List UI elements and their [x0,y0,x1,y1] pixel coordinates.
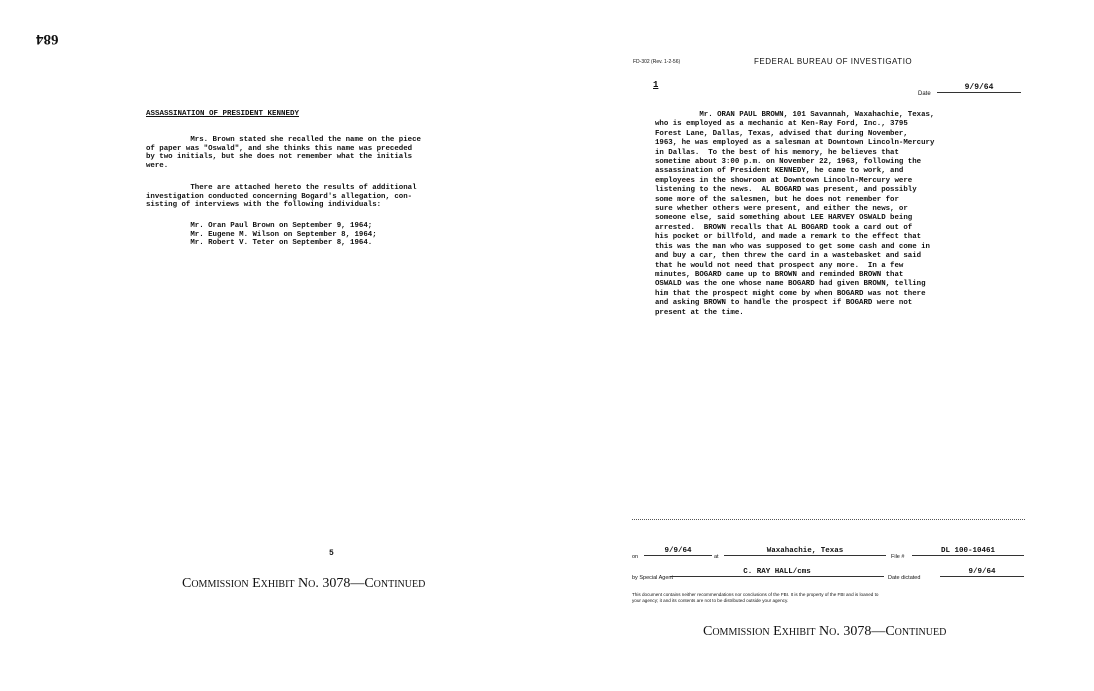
body-line: assassination of President KENNEDY, he came to work, and [655,167,904,176]
body-line: listening to the news. AL BOGARD was present, and possibly [655,186,917,195]
document-footnote [632,592,1027,604]
paragraph-line: Mrs. Brown stated she recalled the name on the piece [146,136,421,144]
body-line: that he would not need that prospect any more. In a few [655,261,904,270]
body-line: this was the man who was supposed to get some cash and come in [655,242,930,251]
body-line: present at the time. [655,308,744,317]
agency-header: FEDERAL BUREAU OF INVESTIGATIO [754,57,913,66]
paragraph-line: There are attached hereto the results of additional [146,184,417,192]
date-value: 9/9/64 [937,83,1021,93]
page-number: 684 [36,31,59,47]
agent-label: by Special Agent [632,575,673,581]
body-line: employees in the showroom at Downtown Lincoln-Mercury were [655,176,913,185]
document-heading: ASSASSINATION OF PRESIDENT KENNEDY [146,110,300,118]
date-dictated-field: 9/9/64 [940,568,1024,577]
body-line: OSWALD was the one whose name BOGARD had given BROWN, telling [655,280,926,289]
interview-item: Mr. Eugene M. Wilson on September 8, 1964; [146,230,377,239]
interview-item: Mr. Robert V. Teter on September 8, 1964. [146,239,373,248]
body-line: sure whether others were present, and either the news, or [655,205,908,214]
footnote-line: your agency; it and its contents are not to be distributed outside your agency. [632,598,789,603]
footnote-line: This document contains neither recommendations nor conclusions of the FBI. It is the property of the FBI and is loaned to [632,592,879,597]
special-agent-field: C. RAY HALL/cms [670,568,884,577]
date-label: Date [918,91,931,97]
body-line: and buy a car, then threw the card in a wastebasket and said [655,252,922,261]
interview-item: Mr. Oran Paul Brown on September 9, 1964; [146,222,373,230]
paragraph-line: of paper was "Oswald", and she thinks this name was preceded [146,144,413,153]
form-divider [632,519,1025,520]
page-footer-number: 5 [329,549,334,558]
interview-list [146,222,377,248]
paragraph-line: by two initials, but she does not remember what the initials [146,153,413,162]
exhibit-caption-right: Commission Exhibit No. 3078—Continued [703,624,947,639]
body-line: minutes, BOGARD came up to BROWN and reminded BROWN that [655,270,904,279]
body-line: 1963, he was employed as a salesman at Downtown Lincoln-Mercury [655,139,935,148]
file-number-field: DL 100-10461 [912,547,1024,556]
location-field: Waxahachie, Texas [724,547,886,556]
body-line: arrested. BROWN recalls that AL BOGARD took a card out of [655,223,913,232]
body-line: who is employed as a mechanic at Ken-Ray Ford, Inc., 3795 [655,120,908,129]
body-line: his pocket or billfold, and made a remark to the effect that [655,233,922,242]
interview-date-field: 9/9/64 [644,547,712,556]
paragraph-recollection [146,136,421,170]
date-dictated-label: Date dictated [888,575,921,581]
body-line: some more of the salesmen, but he does not remember for [655,195,899,204]
body-line: and asking BROWN to handle the prospect if BOGARD were not [655,299,913,308]
body-line: Forest Lane, Dallas, Texas, advised that during November, [655,129,908,138]
body-line: sometime about 3:00 p.m. on November 22, 1963, following the [655,158,922,167]
paragraph-line: investigation conducted concerning Bogard's allegation, con- [146,192,413,201]
body-line: Mr. ORAN PAUL BROWN, 101 Savannah, Waxahachie, Texas, [655,111,935,119]
body-line: in Dallas. To the best of his memory, he believes that [655,148,899,157]
interview-body [655,111,934,318]
file-label: File # [891,554,905,560]
exhibit-caption: Commission Exhibit No. 3078—Continued [182,576,426,591]
paragraph-line: sisting of interviews with the following individuals: [146,201,382,210]
body-line: someone else, said something about LEE HARVEY OSWALD being [655,214,913,223]
form-number: FD-302 (Rev. 1-2-56) [633,59,681,65]
on-label: on [632,554,639,560]
at-label: at [714,554,719,560]
body-line: him that the prospect might come by when BOGARD was not there [655,289,926,298]
item-number: 1 [653,80,659,90]
paragraph-attachments [146,184,417,210]
paragraph-line: were. [146,161,169,170]
